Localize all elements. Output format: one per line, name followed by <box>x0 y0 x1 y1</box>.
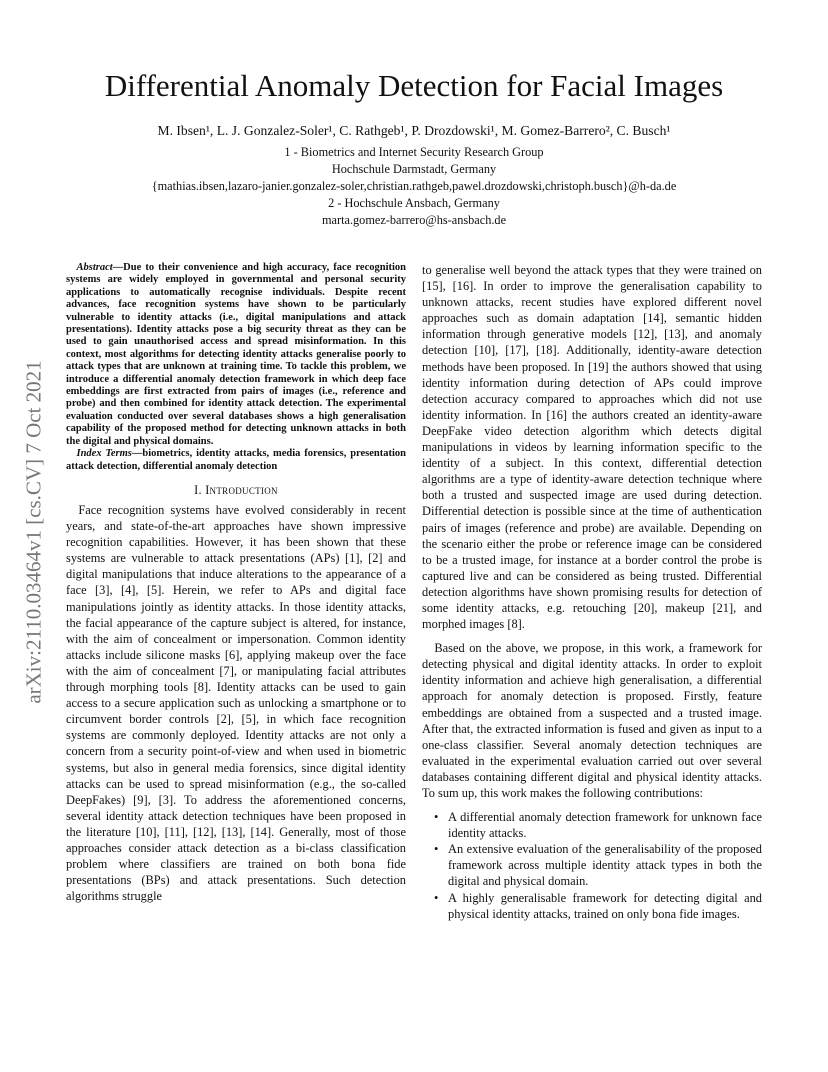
abstract <box>66 262 406 448</box>
arxiv-stamp-text: arXiv:2110.03464v1 [cs.CV] 7 Oct 2021 <box>21 360 46 704</box>
index-terms-text: —biometrics, identity attacks, media forensics, presentation attack detection, differential anomaly detection <box>66 448 406 472</box>
affiliation-line: 1 - Biometrics and Internet Security Research Group <box>284 145 544 159</box>
list-item: • A highly generalisable framework for detecting digital and physical identity attacks, trained on only bona fide images. <box>448 890 762 922</box>
paper-title: Differential Anomaly Detection for Facial Images <box>104 68 724 103</box>
paragraph: to generalise well beyond the attack types that they were trained on [15], [16]. In order to improve the generalisation capability to unknown attacks, recent studies have explored different novel approaches such as domain adaptation [14], semantic hidden information through generative models [12], [13], and anomaly detection [10], [17], [18]. Additionally, identity-aware detection methods have been proposed. In [19] the authors showed that using identity information during detection of APs could improve detection accuracy compared to approaches which did not use identity information. In [16] the authors created an identity-aware DeepFake video detection algorithm which detects digital manipulations in videos by learning information specific to the identity of a subject. In this context, differential detection algorithms are a type of identity-aware detection technique where both a trusted and suspected image are used during detection. Differential detection is possible since at the time of authentication pairs of images (reference and probe) are available. Depending on the scenario either the probe or reference image can be considered to be a trusted image, for instance at a border control the probe is captured live and can be considered as being trusted. Differential detection algorithms have shown promising results for detection of some identity attacks, e.g. retouching [20], makeup [21], and morphed images [8]. <box>422 263 762 632</box>
list-item: • An extensive evaluation of the generalisability of the proposed framework across multiple identity attack types in both the digital and physical domain. <box>448 841 762 889</box>
abstract-text: —Due to their convenience and high accuracy, face recognition systems are widely employed in governmental and personal security applications to automatically recognise individuals. Despite recent advances, face recognition systems have shown to be particularly vulnerable to identity attacks (i.e., digital manipulations and attack presentations). Identity attacks pose a big security threat as they can be used to gain unauthorised access and spread misinformation. In this context, most algorithms for detecting identity attacks generalise poorly to attack types that are unknown at training time. To tackle this problem, we introduce a differential anomaly detection framework in which deep face embeddings are first extracted from pairs of images (i.e., reference and probe) and then combined for identity attack detection. The experimental evaluation conducted over several databases shows a high generalisation capability of the proposed method for detecting unknown attacks in both the digital and physical domains. <box>66 262 406 447</box>
paragraph: Face recognition systems have evolved considerably in recent years, and state-of-the-art approaches have shown impressive recognition capabilities. However, it has been shown that these systems are vulnerable to attack presentations (APs) [1], [2] and digital manipulations that induce alterations to the appearance of a face [3], [4], [5]. Herein, we refer to APs and digital face manipulations jointly as identity attacks. In those identity attacks, the facial appearance of the capture subject is altered, for instance, with the aim of concealment or impersonation. Common identity attacks include silicone masks [6], applying makeup over the face with the aim of concealment [7], or manipulating facial attributes through morphing tools [8]. Identity attacks can be used to gain access to a secure application such as unlocking a smartphone or to circumvent border controls [2], [5], in which face recognition systems are commonly deployed. Identity attacks are not only a concern from a security point-of-view and when used in biometric systems, but also in general media forensics, since digital identity attacks can be used to spread misinformation (e.g., the so-called DeepFakes) [9], [3]. To address the aforementioned concerns, several identity attack detection techniques have been proposed in the literature [10], [11], [12], [13], [14]. Generally, most of those approaches consider attack detection as a bi-class classification problem where classifiers are trained on both bona fide presentations (BPs) and attack presentations. Such detection algorithms struggle <box>66 503 406 904</box>
list-item: • A differential anomaly detection framework for unknown face identity attacks. <box>448 809 762 841</box>
right-column <box>422 262 762 922</box>
arxiv-stamp <box>14 297 54 767</box>
left-column <box>66 262 406 904</box>
index-terms <box>66 448 406 473</box>
paragraph: Based on the above, we propose, in this work, a framework for detecting physical and digital identity attacks. In order to exploit identity information and achieve high generalisation, a differential approach for anomaly detection is proposed. Firstly, feature embeddings are obtained from a suspected and a trusted image. After that, the extracted information is fused and given as input to a one-class classifier. Several anomaly detection techniques are evaluated in the experimental evaluation carried out over several databases containing different digital and physical identity attacks. To sum up, this work makes the following contributions: <box>422 641 762 800</box>
affiliation-email: marta.gomez-barrero@hs-ansbach.de <box>321 213 507 227</box>
contribution-list <box>422 809 762 922</box>
affiliation-line: Hochschule Darmstadt, Germany <box>331 162 497 176</box>
affiliation-line: 2 - Hochschule Ansbach, Germany <box>328 196 500 210</box>
section-heading: I. Introduction <box>194 482 278 497</box>
abstract-label: Abstract <box>76 262 113 273</box>
affiliation-emails: {mathias.ibsen,lazaro-janier.gonzalez-soler,christian.rathgeb,pawel.drozdowski,christoph.busch}@h-da.de <box>151 179 677 193</box>
author-list: M. Ibsen¹, L. J. Gonzalez-Soler¹, C. Rathgeb¹, P. Drozdowski¹, M. Gomez-Barrero², C. Busch¹ <box>157 123 671 138</box>
index-terms-label: Index Terms <box>76 448 132 460</box>
